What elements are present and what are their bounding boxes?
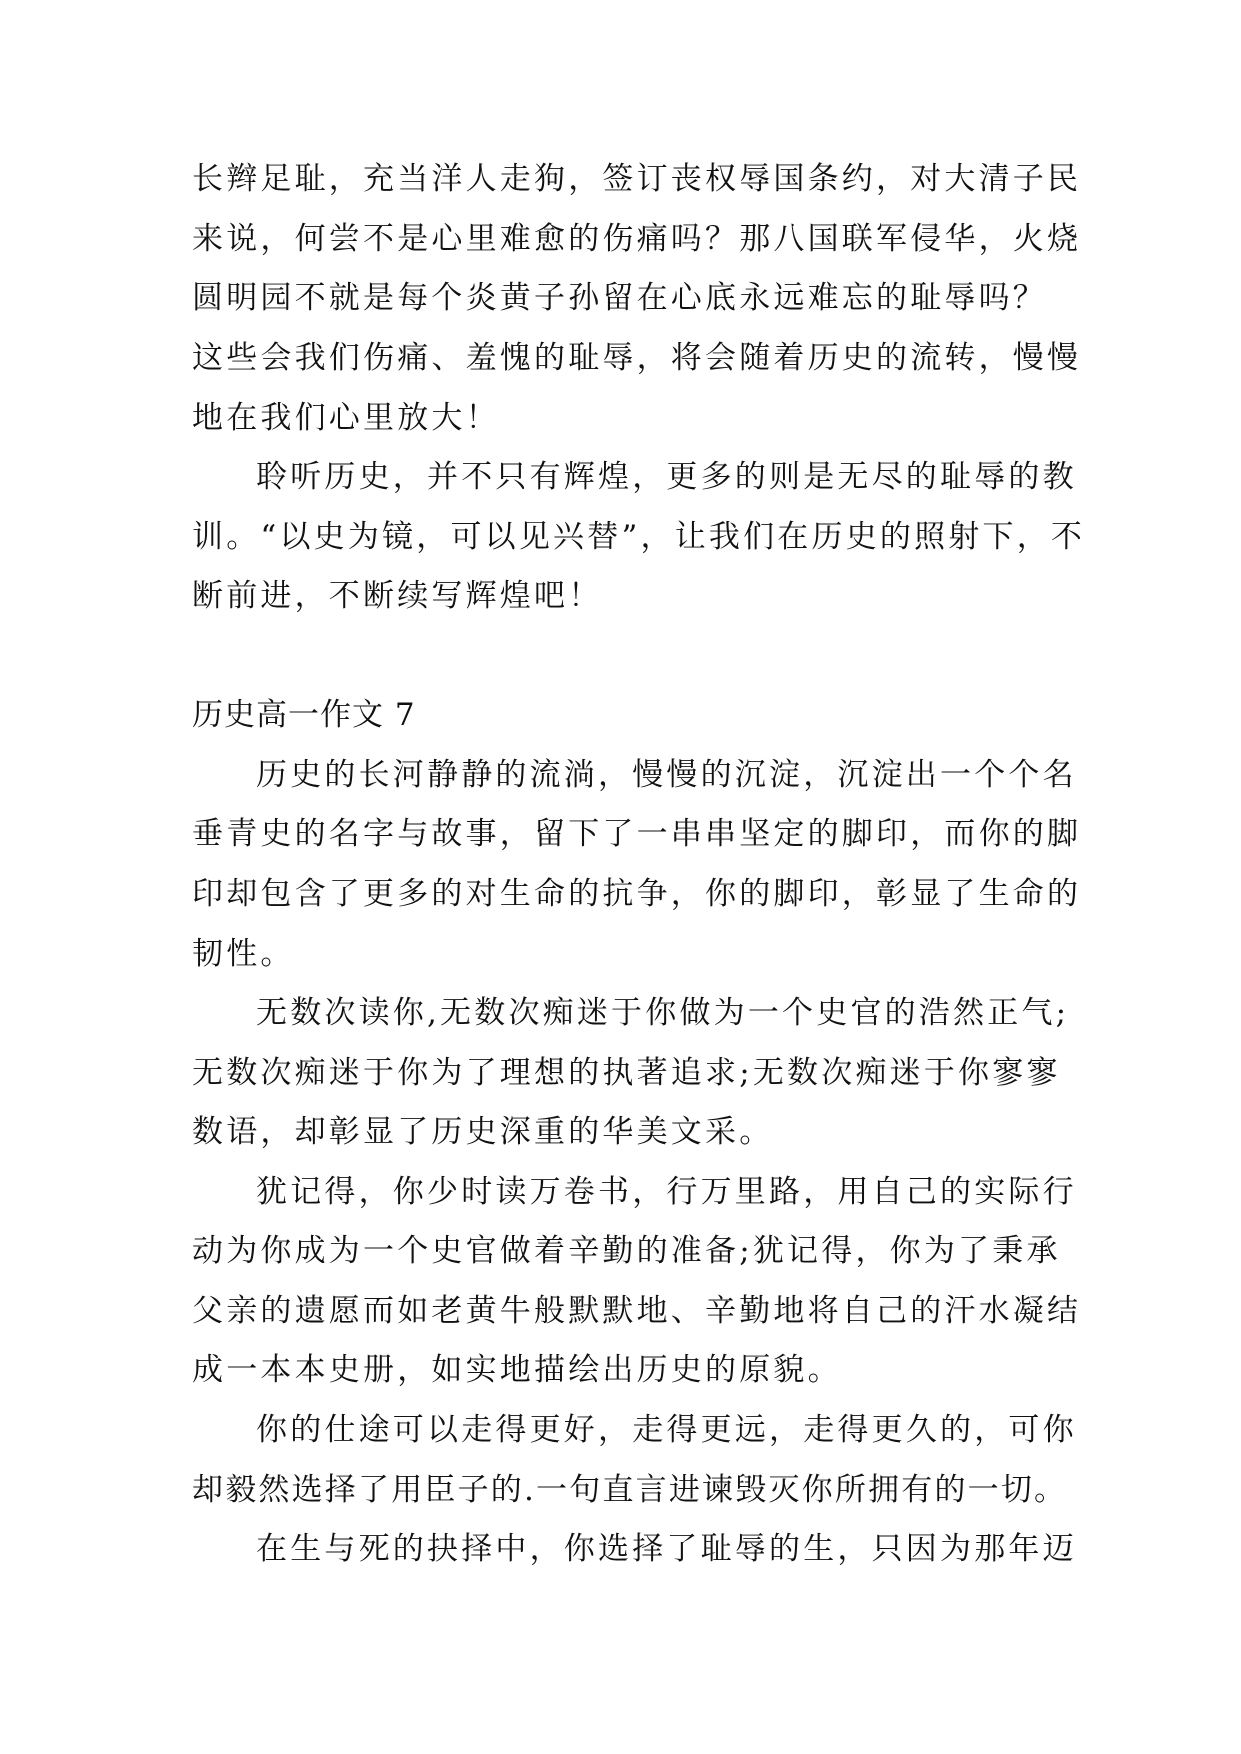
- paragraph-line: 历史的长河静静的流淌，慢慢的沉淀，沉淀出一个个名: [256, 757, 1077, 793]
- paragraph-line: 韧性。: [192, 936, 295, 972]
- paragraph-line: 成一本本史册，如实地描绘出历史的原貌。: [192, 1352, 842, 1388]
- paragraph-line: 训。“以史为镜，可以见兴替”，让我们在历史的照射下，不: [192, 519, 1086, 555]
- paragraph-line: 无数次痴迷于你为了理想的执著追求;无数次痴迷于你寥寥: [192, 1055, 1061, 1091]
- paragraph-line: 却毅然选择了用臣子的.一句直言进谏毁灭你所拥有的一切。: [192, 1472, 1068, 1508]
- paragraph-line: 你的仕途可以走得更好，走得更远，走得更久的，可你: [256, 1412, 1077, 1448]
- paragraph-line: 长辫足耻，充当洋人走狗，签订丧权辱国条约，对大清子民: [192, 161, 1082, 197]
- paragraph-line: 无数次读你,无数次痴迷于你做为一个史官的浩然正气;: [256, 995, 1070, 1031]
- paragraph-line: 地在我们心里放大！: [192, 400, 500, 436]
- paragraph-line: 断前进，不断续写辉煌吧！: [192, 578, 603, 614]
- paragraph-line: 数语，却彰显了历史深重的华美文采。: [192, 1114, 774, 1150]
- paragraph-line: 圆明园不就是每个炎黄子孙留在心底永远难忘的耻辱吗？: [192, 280, 1047, 316]
- section-title: 历史高一作文 7: [192, 697, 416, 733]
- document-page: [192, 0, 1086, 1754]
- paragraph-line: 犹记得，你少时读万卷书，行万里路，用自己的实际行: [256, 1174, 1077, 1210]
- paragraph-line: 印却包含了更多的对生命的抗争，你的脚印，彰显了生命的: [192, 876, 1082, 912]
- paragraph-line: 这些会我们伤痛、羞愧的耻辱，将会随着历史的流转，慢慢: [192, 340, 1082, 376]
- paragraph-line: 在生与死的抉择中，你选择了耻辱的生，只因为那年迈: [256, 1531, 1077, 1567]
- paragraph-line: 来说，何尝不是心里难愈的伤痛吗？那八国联军侵华，火烧: [192, 221, 1082, 257]
- paragraph-line: 动为你成为一个史官做着辛勤的准备;犹记得，你为了秉承: [192, 1233, 1061, 1269]
- paragraph-line: 聆听历史，并不只有辉煌，更多的则是无尽的耻辱的教: [256, 459, 1077, 495]
- paragraph-line: 父亲的遗愿而如老黄牛般默默地、辛勤地将自己的汗水凝结: [192, 1293, 1082, 1329]
- paragraph-line: 垂青史的名字与故事，留下了一串串坚定的脚印，而你的脚: [192, 816, 1082, 852]
